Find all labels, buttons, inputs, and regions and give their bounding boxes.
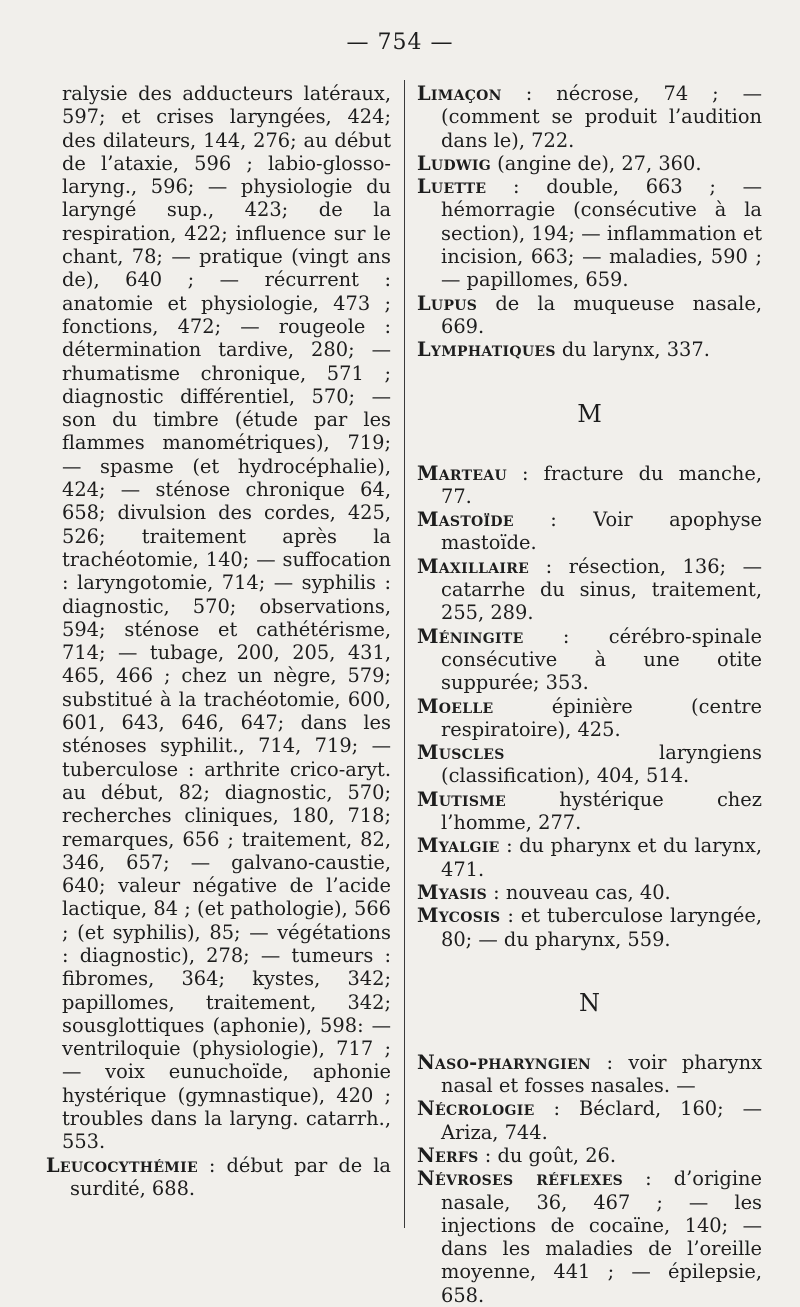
entry-text: : début par de la surdité, 688. [70,1153,391,1200]
index-entry [417,1051,762,1098]
entry-headword: Myalgie [417,834,500,858]
entry-text: : nouveau cas, 40. [487,880,671,904]
entry-headword: Leucocythémie [46,1153,198,1177]
entry-headword: Mutisme [417,787,507,811]
entry-headword: Lupus [417,291,478,315]
entry-text: ralysie des adducteurs latéraux, 597; et crises laryngées, 424; des dilateurs, 144, 276; au début de l’ataxie, 596 ; labio-glosso-laryng., 596; — physiologie du laryngé sup., 423; de la respiration, 422; influence sur le chant, 78; — pratique (vingt ans de), 640 ; — récurrent : anatomie et physiologie, 473 ; fonctions, 472; — rougeole : détermination tardive, 280; — rhumatisme chronique, 571 ; diagnostic différentiel, 570; — son du timbre (étude par les flammes manométriques), 719; — spasme (et hydrocéphalie), 424; — sténose chronique 64, 658; divulsion des cordes, 425, 526; traitement après la trachéotomie, 140; — suffocation : laryngotomie, 714; — syphilis : diagnostic, 570; observations, 594; sténose et cathétérisme, 714; — tubage, 200, 205, 431, 465, 466 ; chez un nègre, 579; substitué à la trachéotomie, 600, 601, 643, 646, 647; dans les sténoses syphilit., 714, 719; — tuberculose : arthrite crico-aryt. au début, 82; diagnostic, 570; recherches cliniques, 180, 718; remarques, 656 ; traitement, 82, 346, 657; — galvano-caustie, 640; valeur négative de l’acide lactique, 84 ; (et pathologie), 566 ; (et syphilis), 85; — végétations : diagnostic), 278; — tumeurs : fibromes, 364; kystes, 342; papillomes, traitement, 342; sousglottiques (aphonie), 598: — ventriloquie (physiologie), 717 ; — voix eunuchoïde, aphonie hystérique (gymnastique), 420 ; troubles dans la laryng. catarrh., 553. [62,82,391,1154]
index-entry [417,175,762,291]
index-entry [417,292,762,339]
index-entry [417,508,762,555]
page-number: — 754 — [346,30,454,55]
entry-headword: Marteau [417,461,507,485]
entry-text: : fracture du manche, 77. [441,461,762,508]
entry-headword: Muscles [417,741,505,765]
entry-text: : double, 663 ; — hémorragie (consécutive à la section), 194; — inflammation et incision, 663; — maladies, 590 ; — papillomes, 659. [441,175,762,292]
entry-text: : du pharynx et du larynx, 471. [441,834,762,881]
entry-text: laryngiens (classification), 404, 514. [441,741,762,788]
entry-headword: Nerfs [417,1143,479,1167]
entry-text: : du goût, 26. [478,1143,617,1167]
entry-text: : résection, 136; — catarrhe du sinus, traitement, 255, 289. [441,554,762,625]
index-entry [417,1144,762,1167]
index-column-right [417,82,762,1307]
index-entry [417,338,762,361]
entry-text: hystérique chez l’homme, 277. [441,787,762,835]
index-entry [417,82,762,152]
entry-headword: Limaçon [417,82,502,105]
entry-text: : Voir apophyse mastoïde. [441,508,762,555]
entry-headword: Lymphatiques [417,338,556,362]
entry-text: : nécrose, 74 ; — (comment se produit l’audition dans le), 722. [441,82,762,152]
index-entry [417,904,762,951]
index-entry [417,695,762,742]
entry-headword: Maxillaire [417,554,530,578]
index-column-left [46,82,391,1200]
entry-text: : d’origine nasale, 36, 467 ; — les injections de cocaïne, 140; — dans les maladies de l’oreille moyenne, 441 ; — épilepsie, 658. [441,1167,762,1307]
entry-headword: Naso-pharyngien [417,1050,592,1074]
entry-text: du larynx, 337. [555,338,710,362]
entry-text: : voir pharynx nasal et fosses nasales. — [441,1050,762,1098]
entry-headword: Mastoïde [417,508,514,532]
index-entry-continuation [46,82,391,1154]
index-entry [417,1097,762,1144]
entry-headword: Nécrologie [417,1097,535,1121]
entry-headword: Méningite [417,624,524,648]
index-entry [417,881,762,904]
entry-text: : cérébro-spinale consécutive à une otite suppurée; 353. [441,624,762,695]
column-divider [404,80,405,1228]
entry-headword: Mycosis [417,904,501,928]
index-entry [417,788,762,835]
index-entry [417,555,762,625]
entry-headword: Luette [417,175,487,199]
index-entry [417,834,762,881]
section-letter-n: N [579,988,600,1017]
section-letter-m: M [577,399,602,428]
index-entry [417,625,762,695]
index-entry [417,1167,762,1307]
entry-headword: Myasis [417,880,487,904]
entry-headword: Ludwig [417,151,492,175]
entry-text: : et tuberculose laryngée, 80; — du pharynx, 559. [441,904,762,951]
entry-text: : Béclard, 160; — Ariza, 744. [441,1097,762,1144]
entry-text: de la muqueuse nasale, 669. [441,291,762,338]
entry-text: épinière (centre respiratoire), 425. [441,694,762,741]
index-entry [417,462,762,509]
entry-headword: Moelle [417,694,494,718]
index-entry [46,1154,391,1201]
entry-headword: Névroses réflexes [417,1167,624,1191]
entry-text: (angine de), 27, 360. [491,151,702,175]
index-entry [417,741,762,788]
index-entry [417,152,762,175]
